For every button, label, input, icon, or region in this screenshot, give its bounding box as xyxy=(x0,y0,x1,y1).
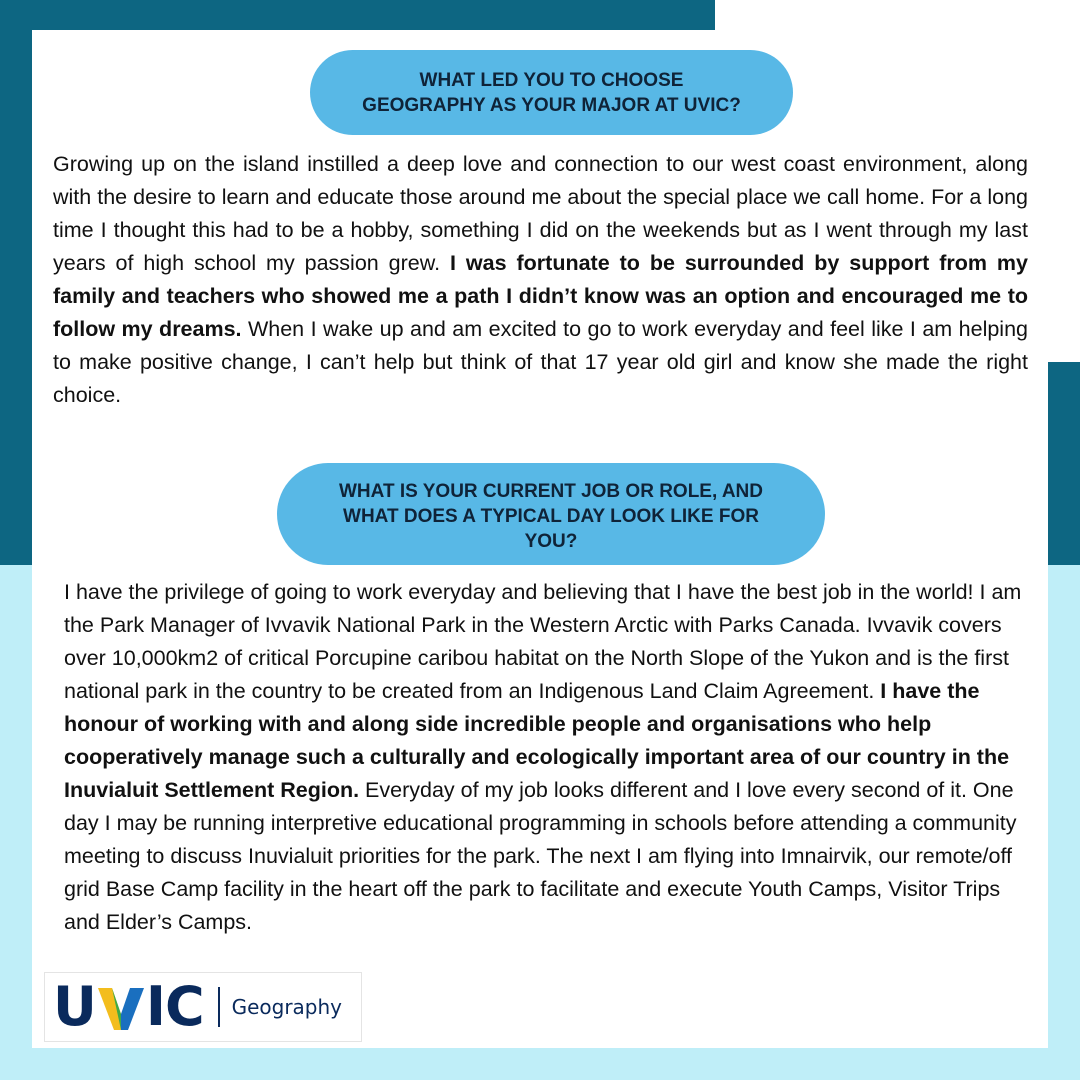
answer2-text-end: Everyday of my job looks different and I love every second of it. One day I may be running interpretive educational programming in schools before attending a community meeting to discuss Inuvialuit priorities for the park. The next I am flying into Imnairvik, our remote/off grid Base Camp facility in the heart off the park to facilitate and execute Youth Camps, Visitor Trips and Elder’s Camps. xyxy=(64,778,1017,934)
background-right-strip xyxy=(1048,362,1080,565)
answer1-text-end: When I wake up and am excited to go to work everyday and feel like I am helping to make positive change, I can’t help but think of that 17 year old girl and know she made the right choice. xyxy=(53,317,1028,407)
answer-paragraph-1 xyxy=(53,148,1028,412)
uvic-wordmark xyxy=(53,975,204,1038)
answer2-bold-text: I have the honour of working with and along side incredible people and organisations who help cooperatively manage such a culturally and ecologically important area of our country in the Inuvialuit Settlement Region. xyxy=(64,679,1010,802)
uvic-logo xyxy=(44,972,362,1042)
answer1-bold-text: I was fortunate to be surrounded by support from my family and teachers who showed me a path I didn’t know was an option and encouraged me to follow my dreams. xyxy=(53,251,1028,341)
logo-department: Geography xyxy=(231,995,343,1019)
answer-paragraph-2 xyxy=(64,576,1024,939)
logo-divider xyxy=(218,987,220,1027)
answer2-text-start: I have the privilege of going to work everyday and believing that I have the best job in the world! I am the Park Manager of Ivvavik National Park in the Western Arctic with Parks Canada. Ivvavik covers over 10,000km2 of critical Porcupine caribou habitat on the North Slope of the Yukon and is the first national park in the country to be created from an Indigenous Land Claim Agreement. xyxy=(64,580,1022,703)
logo-letter-c: C xyxy=(164,975,204,1038)
logo-letter-i: I xyxy=(145,975,165,1038)
question-heading-2: WHAT IS YOUR CURRENT JOB OR ROLE, AND WHAT DOES A TYPICAL DAY LOOK LIKE FOR YOU? xyxy=(277,463,825,565)
logo-letter-v xyxy=(96,984,146,1034)
answer1-text-start: Growing up on the island instilled a deep love and connection to our west coast environment, along with the desire to learn and educate those around me about the special place we call home. For a long time I thought this had to be a hobby, something I did on the weekends but as I went through my last years of high school my passion grew. xyxy=(53,152,1028,275)
logo-letter-u: U xyxy=(53,975,96,1038)
question-heading-1: WHAT LED YOU TO CHOOSE GEOGRAPHY AS YOUR MAJOR AT UVIC? xyxy=(310,50,793,135)
